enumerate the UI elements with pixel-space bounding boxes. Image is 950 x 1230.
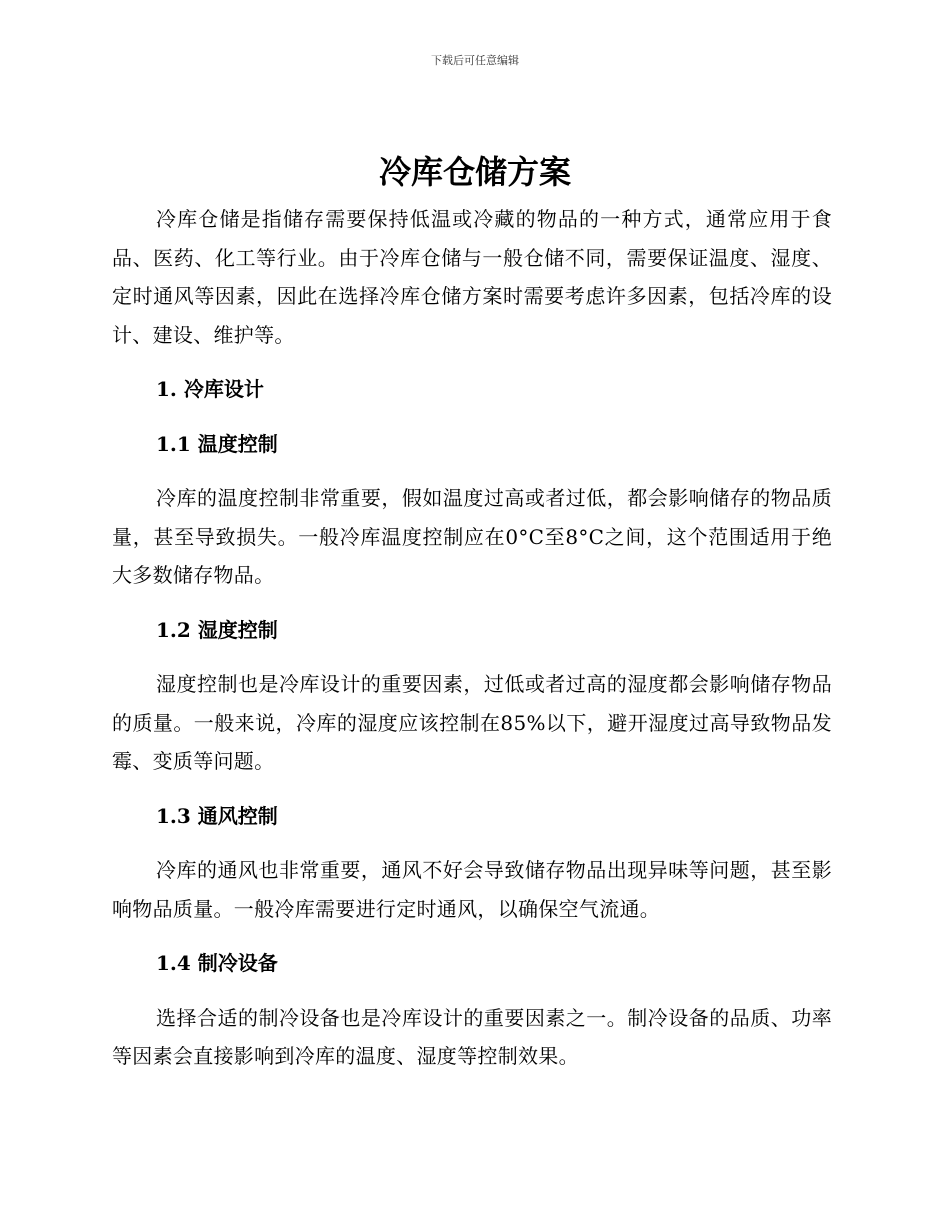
section-heading-1-1: 1.1 温度控制 <box>156 431 278 456</box>
intro-paragraph: 冷库仓储是指储存需要保持低温或冷藏的物品的一种方式，通常应用于食品、医药、化工等行业。由于冷库仓储与一般仓储不同，需要保证温度、湿度、定时通风等因素，因此在选择冷库仓储方案时需要考虑许多因素，包括冷库的设计、建设、维护等。 <box>112 207 832 347</box>
paragraph-1-3: 冷库的通风也非常重要，通风不好会导致储存物品出现异味等问题，甚至影响物品质量。一般冷库需要进行定时通风，以确保空气流通。 <box>112 858 832 921</box>
section-heading-1-2: 1.2 湿度控制 <box>156 617 278 642</box>
document-title: 冷库仓储方案 <box>378 153 571 191</box>
header-note: 下载后可任意编辑 <box>431 54 519 67</box>
paragraph-1-2: 湿度控制也是冷库设计的重要因素，过低或者过高的湿度都会影响储存物品的质量。一般来说，冷库的湿度应该控制在85%以下，避开湿度过高导致物品发霉、变质等问题。 <box>112 672 832 773</box>
section-heading-1-4: 1.4 制冷设备 <box>156 951 278 975</box>
document-body <box>112 200 832 1076</box>
paragraph-1-1: 冷库的温度控制非常重要，假如温度过高或者过低，都会影响储存的物品质量，甚至导致损失。一般冷库温度控制应在0°C至8°C之间，这个范围适用于绝大多数储存物品。 <box>112 486 832 587</box>
paragraph-1-4: 选择合适的制冷设备也是冷库设计的重要因素之一。制冷设备的品质、功率等因素会直接影响到冷库的温度、湿度等控制效果。 <box>112 1005 832 1068</box>
section-heading-1-3: 1.3 通风控制 <box>156 803 278 828</box>
section-heading-1: 1. 冷库设计 <box>156 377 264 401</box>
